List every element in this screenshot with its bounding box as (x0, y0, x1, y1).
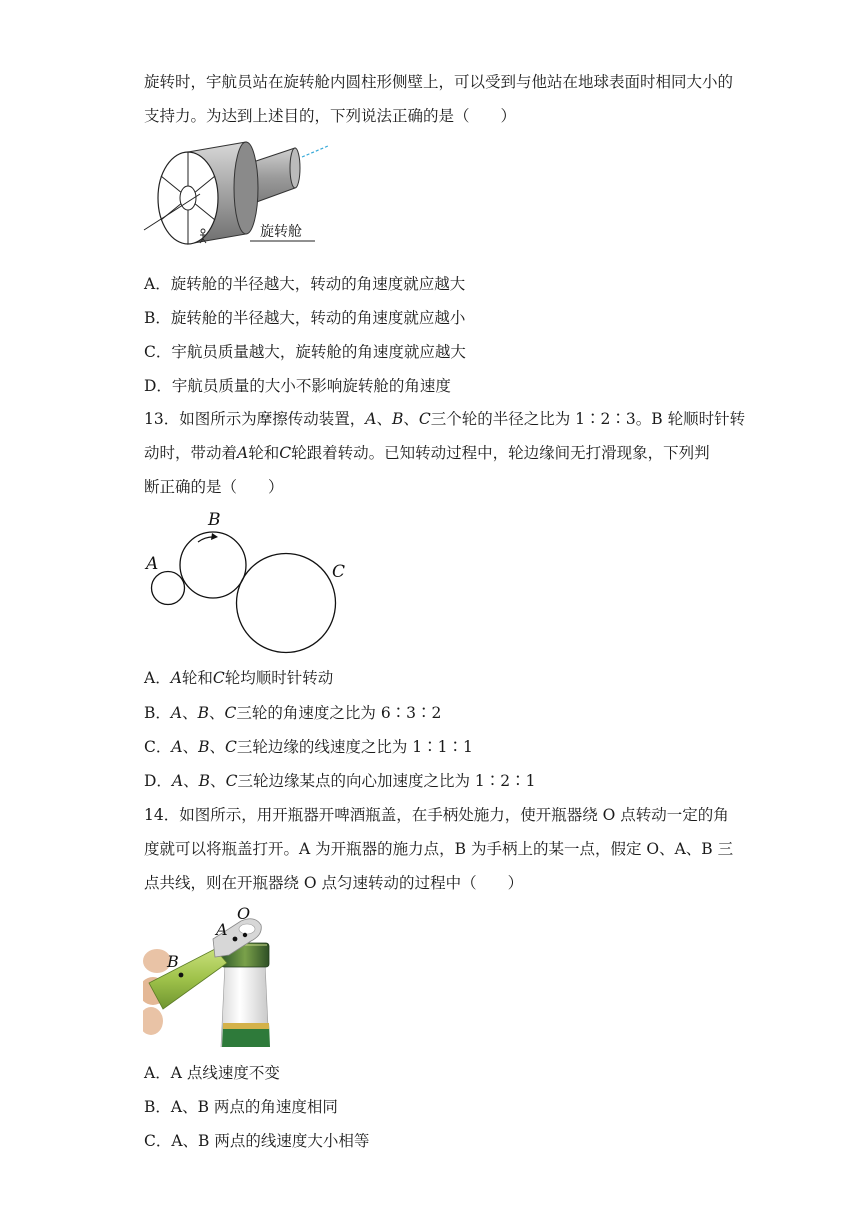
q12-stem-line-1: 旋转时，宇航员站在旋转舱内圆柱形侧壁上，可以受到与他站在地球表面时相同大小的 (144, 73, 734, 91)
q14-stem-line-3: 点共线，则在开瓶器绕 O 点匀速转动的过程中（ ） (144, 874, 524, 892)
q13-stem-line-2: 动时，带动着A轮和C轮跟着转动。已知转动过程中，轮边缘间无打滑现象，下列判 (144, 444, 710, 462)
q12-stem-line-2: 支持力。为达到上述目的，下列说法正确的是（ ） (144, 107, 517, 125)
point-a-marker (233, 937, 238, 942)
q14-stem-line-1: 14．如图所示，用开瓶器开啤酒瓶盖，在手柄处施力，使开瓶器绕 O 点转动一定的角 (144, 806, 729, 824)
point-o-marker (243, 933, 247, 937)
bottle-opener-figure (143, 905, 283, 1047)
q13-stem-line-3: 断正确的是（ ） (144, 478, 284, 496)
q13-option-a: A．A轮和C轮均顺时针转动 (144, 669, 334, 687)
wheel-c (237, 554, 336, 653)
q12-option-c: C．宇航员质量越大，旋转舱的角速度就应越大 (144, 343, 466, 361)
point-b-marker (179, 973, 184, 978)
q14-option-b: B．A、B 两点的角速度相同 (144, 1098, 338, 1116)
q13-stem-line-1: 13．如图所示为摩擦传动装置，A、B、C三个轮的半径之比为 1∶2∶3。B 轮顺时针转 (144, 410, 746, 428)
q13-option-c: C．A、B、C三轮边缘的线速度之比为 1∶1∶1 (144, 738, 473, 756)
q12-option-b: B．旋转舱的半径越大，转动的角速度就应越小 (144, 309, 466, 327)
q14-option-c: C．A、B 两点的线速度大小相等 (144, 1132, 370, 1150)
wheel-b-label: B (208, 510, 221, 530)
q12-option-d: D．宇航员质量的大小不影响旋转舱的角速度 (144, 377, 451, 395)
q13-option-d: D．A、B、C三轮边缘某点的向心加速度之比为 1∶2∶1 (144, 772, 536, 790)
q12-option-a: A．旋转舱的半径越大，转动的角速度就应越大 (144, 275, 466, 293)
wheel-b (180, 532, 246, 598)
point-b-label: B (167, 952, 179, 971)
wheel-c-label: C (332, 562, 346, 582)
friction-wheels-figure (140, 505, 360, 660)
q13-option-b: B．A、B、C三轮的角速度之比为 6∶3∶2 (144, 704, 442, 722)
rotating-cabin-label: 旋转舱 (260, 224, 302, 240)
rotating-cabin-figure (140, 138, 340, 253)
wheel-a (152, 572, 185, 605)
point-a-label: A (216, 920, 228, 939)
point-o-label: O (237, 905, 251, 923)
wheel-a-label: A (146, 554, 159, 574)
q14-stem-line-2: 度就可以将瓶盖打开。A 为开瓶器的施力点，B 为手柄上的某一点，假定 O、A、B 三 (144, 840, 734, 858)
q14-option-a: A．A 点线速度不变 (144, 1064, 280, 1082)
